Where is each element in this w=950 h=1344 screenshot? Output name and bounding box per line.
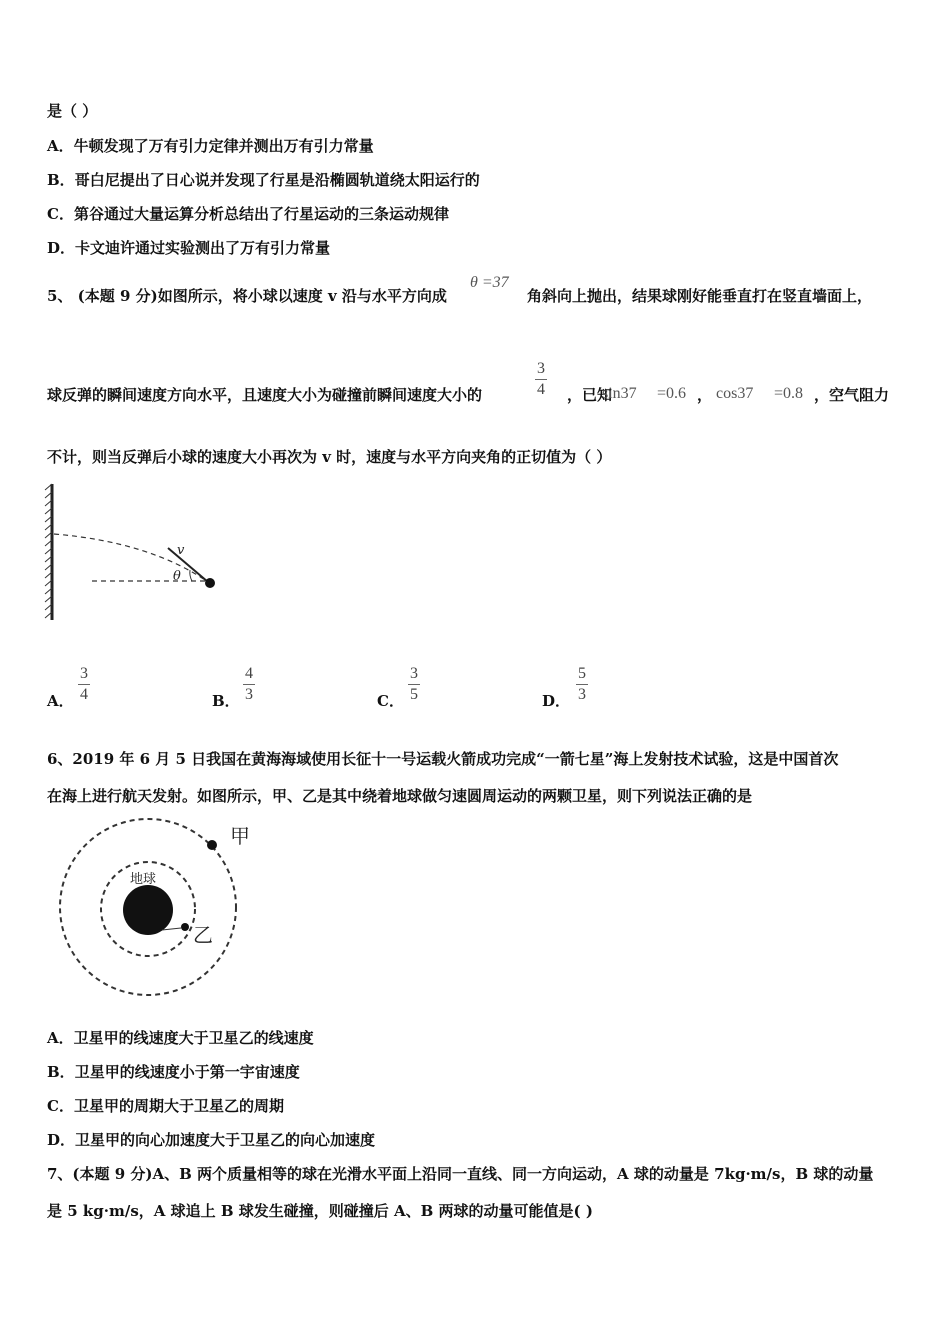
label-jia: 甲	[230, 824, 250, 848]
q5-stem-line2: 球反弹的瞬间速度方向水平，且速度大小为碰撞前瞬间速度大小的	[47, 386, 483, 404]
q5-option-c-fraction	[407, 665, 421, 704]
comma: ，	[697, 386, 713, 404]
q6-option-b[interactable]	[47, 1062, 300, 1082]
q7-stem-line1: 7、(本题 9 分)A、B 两个质量相等的球在光滑水平面上沿同一直线、同一方向运动，A 球的动量是 7kg·m/s，B 球的动量	[47, 1165, 874, 1183]
q5-option-c-letter[interactable]: C．	[377, 692, 404, 710]
q5-text: 5、 (本题 9 分)如图所示，将小球以速度 v 沿与水平方向成	[47, 287, 447, 305]
q4-option-c[interactable]	[47, 204, 449, 224]
q5-stem-line3: 不计，则当反弹后小球的速度大小再次为 v 时，速度与水平方向夹角的正切值为（ ）	[47, 448, 612, 466]
q5-option-b-letter[interactable]: B．	[212, 692, 240, 710]
q5-stem-line1-end: 角斜向上抛出，结果球刚好能垂直打在竖直墙面上，	[527, 287, 873, 305]
earth	[123, 885, 173, 935]
numerator: 5	[578, 665, 586, 682]
sin-value: =0.6	[657, 385, 687, 402]
q4-option-b[interactable]	[47, 170, 480, 190]
q5-option-d-letter[interactable]: D．	[542, 692, 571, 710]
q4-option-a[interactable]	[47, 136, 374, 156]
satellite-jia	[207, 840, 217, 850]
q5-option-a-fraction	[77, 665, 91, 704]
option-letter: A．	[47, 1029, 74, 1047]
fraction-bar	[535, 379, 547, 380]
denominator: 4	[80, 686, 88, 703]
label-earth: 地球	[130, 872, 157, 887]
option-text: 卡文迪许通过实验测出了万有引力常量	[75, 239, 331, 257]
q5-given-label: ，已知	[567, 386, 613, 404]
option-letter: D．	[47, 239, 76, 257]
q5-option-a-letter[interactable]: A．	[47, 692, 74, 710]
denominator: 3	[245, 686, 253, 703]
q6-option-c[interactable]	[47, 1096, 284, 1116]
numerator: 4	[245, 665, 253, 682]
option-letter: B．	[47, 171, 75, 189]
option-text: 卫星甲的向心加速度大于卫星乙的向心加速度	[75, 1131, 376, 1149]
numerator: 3	[410, 665, 418, 682]
option-text: 卫星甲的周期大于卫星乙的周期	[73, 1097, 284, 1115]
q5-option-d-fraction	[575, 665, 589, 704]
trajectory	[54, 534, 208, 582]
denominator: 3	[578, 686, 586, 703]
q5-stem-line1	[47, 286, 447, 306]
label-yi: 乙	[193, 923, 213, 947]
option-letter: C．	[47, 1097, 74, 1115]
option-letter: A．	[47, 137, 74, 155]
option-text: 卫星甲的线速度小于第一宇宙速度	[74, 1063, 300, 1081]
cos-value: =0.8	[774, 385, 804, 402]
q5-stem-line2-end: ，空气阻力	[814, 386, 890, 404]
ratio-fraction	[534, 360, 548, 399]
option-letter: B．	[47, 1063, 75, 1081]
theta-label: θ	[173, 569, 181, 584]
option-text: 哥白尼提出了日心说并发现了行星是沿椭圆轨道绕太阳运行的	[74, 171, 480, 189]
q5-option-b-fraction	[242, 665, 256, 704]
q6-stem-line1: 6、2019 年 6 月 5 日我国在黄海海域使用长征十一号运载火箭成功完成“一箭七星”海上发射技术试验，这是中国首次	[47, 750, 839, 768]
velocity-label: v	[177, 543, 185, 558]
q4-option-d[interactable]	[47, 238, 330, 258]
option-letter: C．	[47, 205, 74, 223]
orbit-figure	[50, 815, 265, 997]
ratio-denominator: 4	[537, 381, 545, 398]
sin-expression: sin37	[602, 385, 637, 402]
denominator: 5	[410, 686, 418, 703]
option-text: 牛顿发现了万有引力定律并测出万有引力常量	[73, 137, 374, 155]
q6-option-a[interactable]	[47, 1028, 314, 1048]
satellite-yi	[181, 923, 189, 931]
ball	[205, 578, 215, 588]
q6-option-d[interactable]	[47, 1130, 375, 1150]
q7-stem-line2: 是 5 kg·m/s，A 球追上 B 球发生碰撞，则碰撞后 A、B 两球的动量可能值是( )	[47, 1202, 593, 1220]
theta-expression: θ =37	[470, 274, 509, 291]
option-text: 第谷通过大量运算分析总结出了行星运动的三条运动规律	[73, 205, 449, 223]
projectile-figure	[40, 482, 240, 627]
q6-stem-line2: 在海上进行航天发射。如图所示，甲、乙是其中绕着地球做匀速圆周运动的两颗卫星，则下列说法正确的是	[47, 787, 753, 805]
option-letter: D．	[47, 1131, 76, 1149]
q4-stem-tail: 是（ ）	[47, 102, 98, 120]
option-text: 卫星甲的线速度大于卫星乙的线速度	[73, 1029, 314, 1047]
numerator: 3	[80, 665, 88, 682]
ratio-numerator: 3	[537, 360, 545, 377]
cos-expression: cos37	[716, 385, 754, 402]
angle-arc	[190, 570, 192, 581]
